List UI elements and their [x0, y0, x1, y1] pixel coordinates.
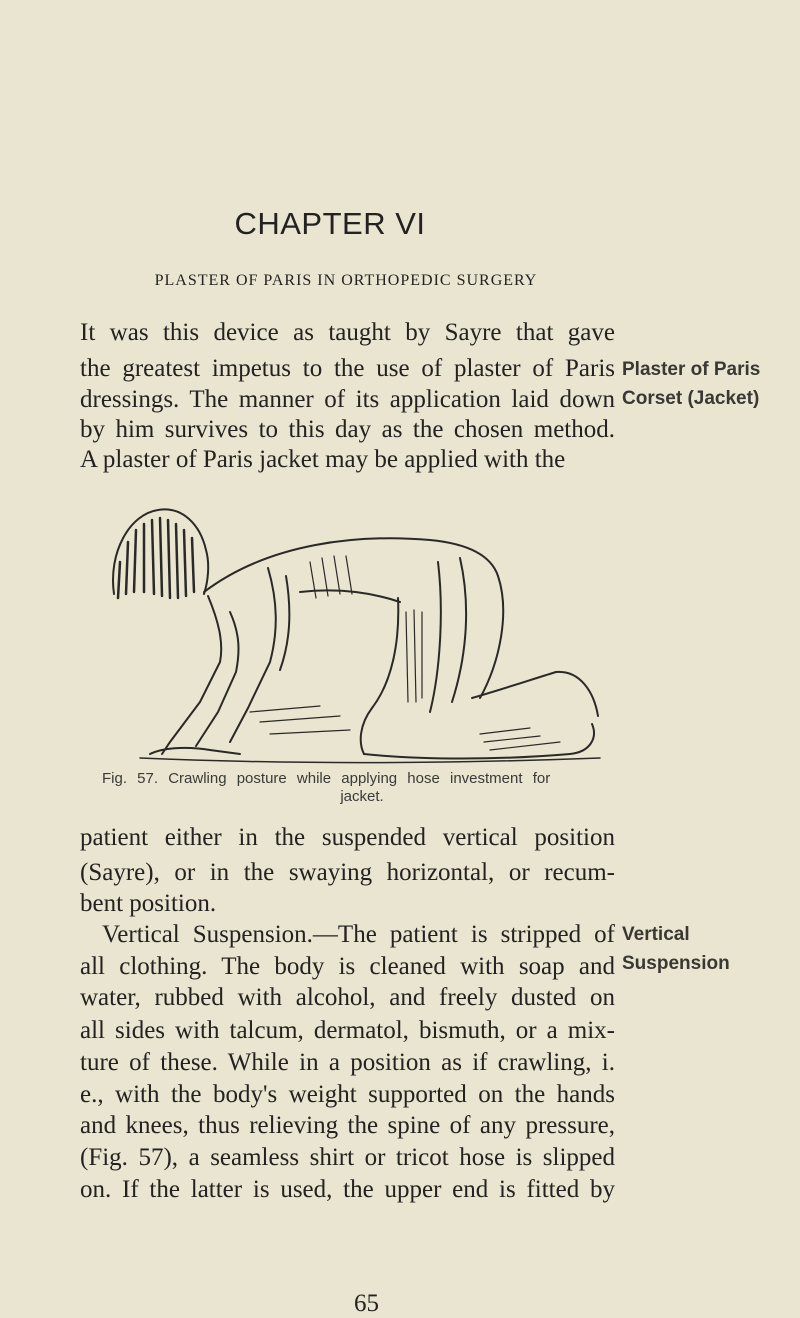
body-line: patient either in the suspended vertical position — [80, 824, 615, 851]
body-line: Vertical Suspension.—The patient is stripped of — [102, 921, 615, 948]
section-title: PLASTER OF PARIS IN ORTHOPEDIC SURGERY — [154, 272, 538, 289]
margin-note-suspension: Suspension — [622, 953, 730, 974]
body-line: all clothing. The body is cleaned with soap and — [80, 953, 615, 980]
body-line: (Sayre), or in the swaying horizontal, or recum- — [80, 859, 615, 886]
margin-note-vertical: Vertical — [622, 924, 690, 945]
body-line: the greatest impetus to the use of plaster of Paris — [80, 355, 615, 382]
body-line: It was this device as taught by Sayre that gave — [80, 319, 615, 346]
body-line: ture of these. While in a position as if crawling, i. — [80, 1049, 615, 1076]
body-line: dressings. The manner of its application laid down — [80, 386, 615, 413]
body-line: bent position. — [80, 890, 217, 917]
caption-line: Fig. 57. Crawling posture while applying hose investment for — [102, 770, 551, 787]
crawling-posture-illustration — [100, 502, 620, 770]
body-line: water, rubbed with alcohol, and freely dusted on — [80, 984, 615, 1011]
body-line: A plaster of Paris jacket may be applied with the — [80, 446, 566, 473]
body-line: and knees, thus relieving the spine of any pressure, — [80, 1112, 615, 1139]
margin-note-plaster: Plaster of Paris — [622, 359, 761, 380]
margin-note-corset: Corset (Jacket) — [622, 388, 760, 409]
body-line: all sides with talcum, dermatol, bismuth, or a mix- — [80, 1017, 615, 1044]
body-line: on. If the latter is used, the upper end is fitted by — [80, 1176, 615, 1203]
body-line: e., with the body's weight supported on the hands — [80, 1081, 615, 1108]
body-line: (Fig. 57), a seamless shirt or tricot hose is slipped — [80, 1144, 615, 1171]
caption-line: jacket. — [340, 788, 384, 805]
body-line: by him survives to this day as the chosen method. — [80, 416, 615, 443]
chapter-title: CHAPTER VI — [234, 206, 426, 241]
figure-caption — [102, 770, 622, 806]
page-number: 65 — [354, 1290, 379, 1317]
